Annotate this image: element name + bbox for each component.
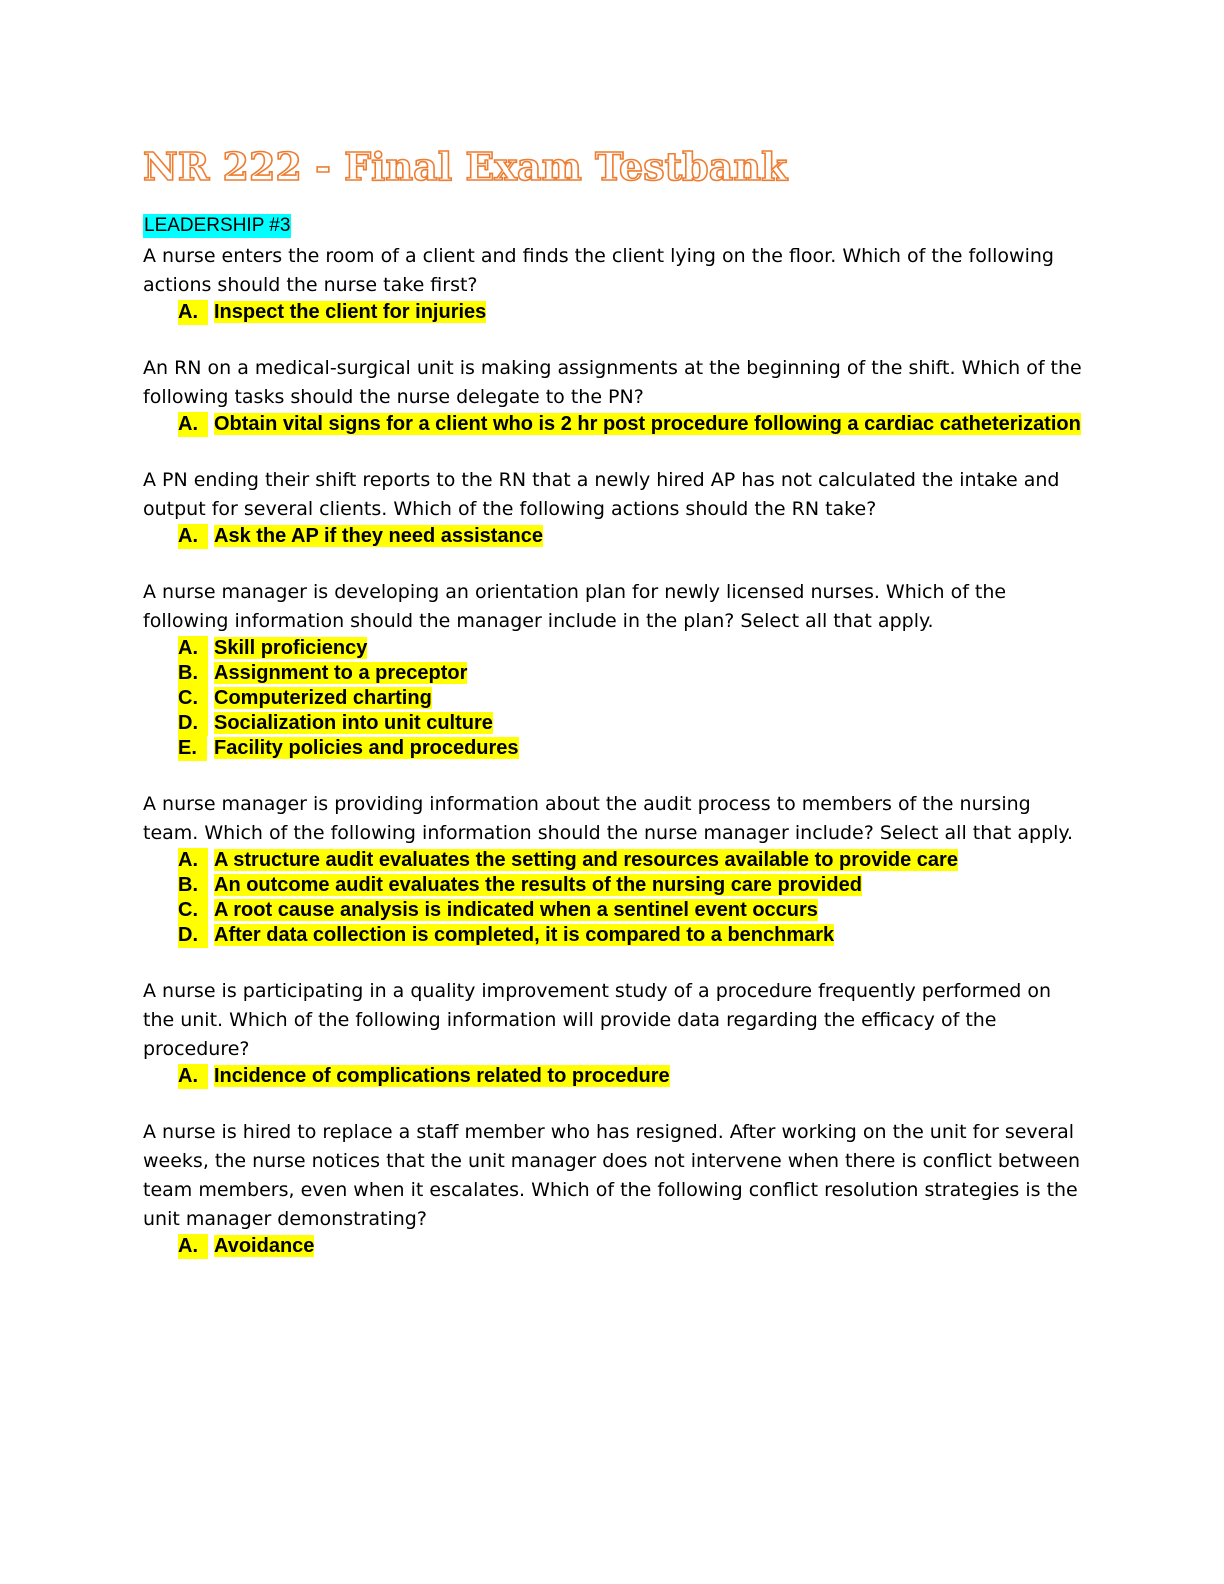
answer-item [143, 300, 1083, 325]
answer-letter: D. [178, 923, 208, 948]
answer-item [143, 848, 1083, 873]
answer-letter: C. [178, 898, 208, 923]
question-text: A nurse manager is providing information about the audit process to members of the nursing team. Which of the following information should the nurse manager include? Select all that apply. [143, 793, 1073, 844]
answer-list [143, 300, 1083, 325]
answer-item [143, 873, 1083, 898]
answer-text: Incidence of complications related to procedure [214, 1065, 670, 1087]
answer-letter: A. [178, 524, 208, 549]
document-title: NR 222 - Final Exam Testbank [143, 144, 788, 189]
answer-list [143, 412, 1083, 437]
answer-item [143, 524, 1083, 549]
question-list [143, 242, 1083, 1259]
answer-text: After data collection is completed, it is compared to a benchmark [214, 924, 835, 946]
question-block [143, 578, 1083, 761]
question-block [143, 242, 1083, 325]
answer-item [143, 711, 1083, 736]
answer-letter: E. [178, 736, 207, 761]
question-text: A nurse is participating in a quality improvement study of a procedure frequently performed on the unit. Which of the following information will provide data regarding the efficacy of the procedure? [143, 980, 1052, 1060]
question-block [143, 354, 1083, 437]
answer-text: Facility policies and procedures [214, 737, 519, 759]
answer-text: Obtain vital signs for a client who is 2 hr post procedure following a cardiac catheterization [214, 413, 1081, 435]
answer-list [143, 524, 1083, 549]
answer-item [143, 661, 1083, 686]
answer-text: A root cause analysis is indicated when a sentinel event occurs [214, 899, 818, 921]
answer-item [143, 412, 1083, 437]
question-block [143, 790, 1083, 948]
question-block [143, 977, 1083, 1089]
answer-letter: D. [178, 711, 208, 736]
answer-text: Ask the AP if they need assistance [214, 525, 544, 547]
answer-item [143, 923, 1083, 948]
answer-text: Inspect the client for injuries [214, 301, 487, 323]
answer-text: Assignment to a preceptor [214, 662, 468, 684]
answer-letter: A. [178, 636, 208, 661]
answer-letter: A. [178, 1234, 208, 1259]
answer-item [143, 636, 1083, 661]
answer-letter: A. [178, 848, 208, 873]
answer-text: A structure audit evaluates the setting and resources available to provide care [214, 849, 958, 871]
answer-list [143, 636, 1083, 761]
answer-item [143, 898, 1083, 923]
answer-text: Socialization into unit culture [214, 712, 493, 734]
question-text: A nurse enters the room of a client and finds the client lying on the floor. Which of the following actions should the nurse take first? [143, 245, 1054, 296]
question-block [143, 1118, 1083, 1259]
answer-list [143, 848, 1083, 948]
answer-letter: A. [178, 300, 208, 325]
answer-item [143, 736, 1083, 761]
question-text: A nurse manager is developing an orientation plan for newly licensed nurses. Which of the following information should the manager include in the plan? Select all that apply. [143, 581, 1007, 632]
question-text: A nurse is hired to replace a staff member who has resigned. After working on the unit for several weeks, the nurse notices that the unit manager does not intervene when there is conflict between team members, even when it escalates. Which of the following conflict resolution strategies is the unit manager demonstrating? [143, 1121, 1081, 1230]
answer-text: An outcome audit evaluates the results of the nursing care provided [214, 874, 862, 896]
section-label-row [143, 214, 1083, 242]
answer-letter: B. [178, 873, 208, 898]
answer-text: Computerized charting [214, 687, 432, 709]
answer-text: Avoidance [214, 1235, 315, 1257]
question-text: An RN on a medical-surgical unit is making assignments at the beginning of the shift. Which of the following tasks should the nurse delegate to the PN? [143, 357, 1082, 408]
answer-item [143, 1234, 1083, 1259]
section-label: LEADERSHIP #3 [144, 215, 291, 236]
answer-letter: A. [178, 412, 208, 437]
answer-item [143, 686, 1083, 711]
question-block [143, 466, 1083, 549]
document-page [143, 140, 1083, 1288]
answer-letter: A. [178, 1064, 208, 1089]
answer-text: Skill proficiency [214, 637, 368, 659]
answer-item [143, 1064, 1083, 1089]
question-text: A PN ending their shift reports to the RN that a newly hired AP has not calculated the intake and output for several clients. Which of the following actions should the RN take? [143, 469, 1060, 520]
answer-letter: C. [178, 686, 208, 711]
answer-letter: B. [178, 661, 208, 686]
answer-list [143, 1234, 1083, 1259]
answer-list [143, 1064, 1083, 1089]
